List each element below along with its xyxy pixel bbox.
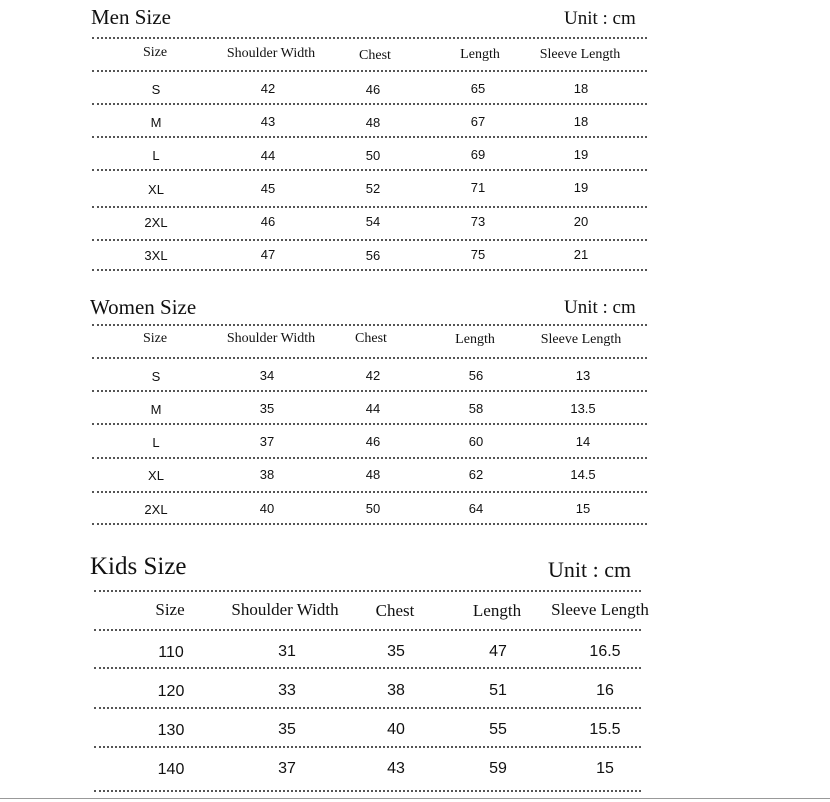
women-rule [92,324,647,326]
kids-header-shoulder: Shoulder Width [231,600,339,619]
men-title: Men Size [91,5,171,29]
women-cell: 35 [259,401,275,416]
men-cell: 45 [260,181,276,196]
women-cell: 64 [468,501,484,516]
men-cell: 44 [260,148,276,163]
kids-cell: 140 [157,761,185,778]
women-cell: XL [148,468,164,483]
women-cell: 60 [468,434,484,449]
women-cell: 42 [365,368,381,383]
kids-cell: 47 [489,643,507,660]
kids-cell: 16 [596,682,614,699]
men-rule [92,239,647,241]
kids-cell: 38 [387,682,405,699]
kids-rule [94,707,641,709]
kids-cell: 51 [489,682,507,699]
women-rule [92,390,647,392]
kids-cell: 40 [387,721,405,738]
men-cell: 71 [470,180,486,195]
men-cell: 56 [365,248,381,263]
men-header-length: Length [460,47,500,62]
kids-cell: 31 [278,643,296,660]
men-cell: 48 [365,115,381,130]
men-header-size: Size [142,45,168,60]
kids-cell: 130 [157,722,185,739]
men-header-shoulder: Shoulder Width [226,46,316,61]
men-cell: 18 [573,81,589,96]
men-rule [92,103,647,105]
men-cell: 42 [260,81,276,96]
kids-cell: 55 [489,721,507,738]
women-cell: 14.5 [570,467,596,482]
kids-rule [94,629,641,631]
men-cell: 19 [573,147,589,162]
page-bottom-border [0,798,830,799]
kids-rule [94,590,641,592]
men-cell: XL [148,182,164,197]
women-header-length: Length [455,332,495,347]
women-header-chest: Chest [355,331,387,346]
kids-header-sleeve: Sleeve Length [551,600,649,619]
men-cell: M [150,115,162,130]
women-cell: 46 [365,434,381,449]
women-header-size: Size [142,331,168,346]
kids-rule [94,667,641,669]
kids-cell: 15 [596,760,614,777]
women-cell: 34 [259,368,275,383]
men-rule [92,37,647,39]
women-header-sleeve: Sleeve Length [540,332,622,347]
kids-header-chest: Chest [375,601,415,620]
men-cell: 69 [470,147,486,162]
kids-cell: 59 [489,760,507,777]
women-cell: L [152,435,160,450]
kids-title: Kids Size [90,553,187,580]
kids-rule [94,790,641,792]
men-cell: 47 [260,247,276,262]
women-cell: 62 [468,467,484,482]
men-cell: 73 [470,214,486,229]
women-cell: S [151,369,161,384]
kids-header-size: Size [155,600,185,619]
women-cell: 58 [468,401,484,416]
kids-cell: 33 [278,682,296,699]
kids-cell: 43 [387,760,405,777]
kids-cell: 16.5 [589,643,621,660]
women-cell: 15 [575,501,591,516]
kids-unit: Unit : cm [548,557,632,582]
women-rule [92,523,647,525]
women-cell: 56 [468,368,484,383]
women-rule [92,357,647,359]
men-cell: S [151,82,161,97]
men-cell: 2XL [144,215,168,230]
women-cell: 40 [259,501,275,516]
men-rule [92,70,647,72]
women-cell: 13.5 [570,401,596,416]
kids-cell: 120 [157,683,185,700]
men-rule [92,206,647,208]
men-cell: 67 [470,114,486,129]
men-cell: 21 [573,247,589,262]
women-cell: 2XL [144,502,168,517]
women-cell: M [150,402,162,417]
kids-rule [94,746,641,748]
men-cell: 46 [260,214,276,229]
women-title: Women Size [90,295,197,319]
men-cell: 20 [573,214,589,229]
men-cell: 3XL [144,248,168,263]
kids-header-length: Length [472,601,522,620]
women-unit: Unit : cm [564,297,636,318]
men-cell: 50 [365,148,381,163]
men-cell: 46 [365,82,381,97]
women-cell: 48 [365,467,381,482]
women-header-shoulder: Shoulder Width [226,331,316,346]
women-cell: 37 [259,434,275,449]
women-rule [92,457,647,459]
women-cell: 38 [259,467,275,482]
men-header-chest: Chest [359,48,391,63]
kids-cell: 37 [278,760,296,777]
men-unit: Unit : cm [564,8,636,29]
kids-cell: 15.5 [589,721,621,738]
men-cell: 19 [573,180,589,195]
kids-cell: 110 [158,644,184,661]
men-cell: 18 [573,114,589,129]
kids-cell: 35 [387,643,405,660]
men-cell: 54 [365,214,381,229]
women-cell: 50 [365,501,381,516]
men-cell: 75 [470,247,486,262]
women-rule [92,491,647,493]
men-cell: 65 [470,81,486,96]
kids-cell: 35 [278,721,296,738]
women-cell: 44 [365,401,381,416]
men-cell: L [152,148,160,163]
men-header-sleeve: Sleeve Length [539,47,621,62]
men-cell: 52 [365,181,381,196]
men-rule [92,169,647,171]
men-cell: 43 [260,114,276,129]
women-cell: 14 [575,434,591,449]
men-rule [92,136,647,138]
women-cell: 13 [575,368,591,383]
men-rule [92,269,647,271]
women-rule [92,423,647,425]
